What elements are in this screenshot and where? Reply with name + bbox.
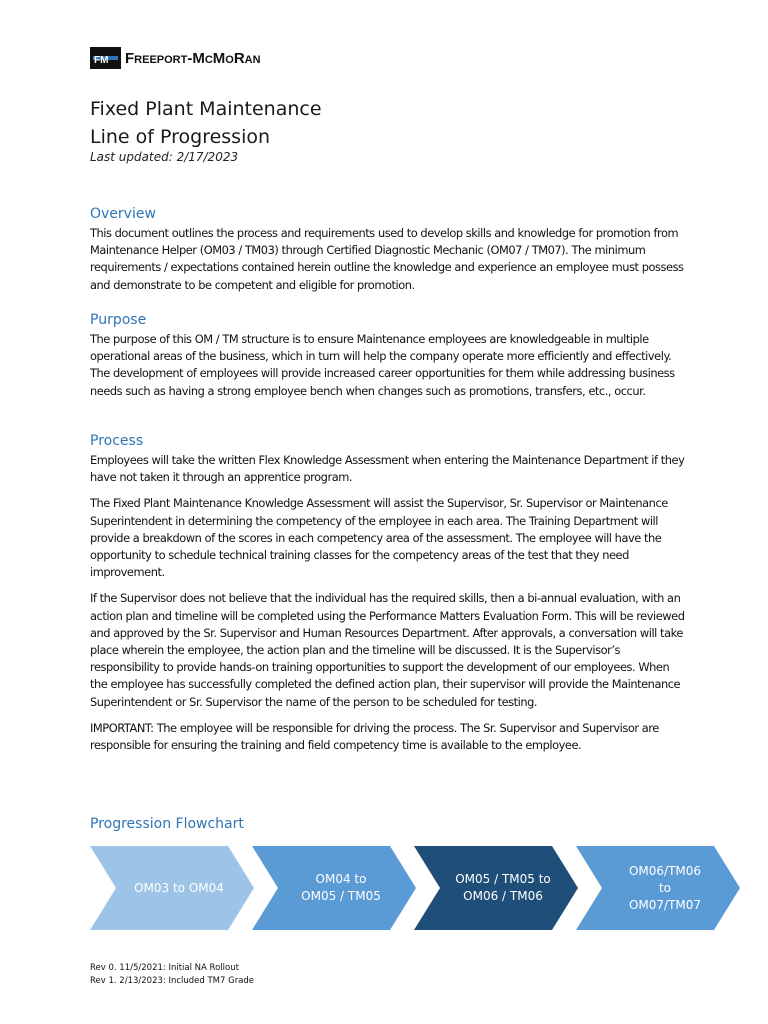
svg-text:FM: FM (94, 55, 109, 66)
progression-flowchart (90, 846, 742, 930)
logo-wordmark: Freeport-McMoRan (125, 49, 261, 67)
purpose-text: The purpose of this OM / TM structure is to ensure Maintenance employees are knowledgeable in multiple operational areas of the business, which in turn will help the company operate more efficiently and effectively. The development of employees will provide increased career opportunities for them while addressing business needs such as having a strong employee bench when changes such as promotions, transfers, etc., occur. (90, 332, 675, 398)
flowchart-step-label: OM04 to OM05 / TM05 (301, 872, 381, 903)
revision-0: Rev 0. 11/5/2021: Initial NA Rollout (90, 963, 239, 973)
flowchart-section (90, 815, 686, 835)
process-section (90, 432, 686, 754)
overview-section (90, 205, 686, 294)
overview-heading: Overview (90, 206, 156, 222)
process-paragraph: The Fixed Plant Maintenance Knowledge Assessment will assist the Supervisor, Sr. Supervisor or Maintenance Superintendent in determining the competency of the employee in each area. The Training Department will provide a breakdown of the scores in each competency area of the assessment. The employee will have the opportunity to schedule technical training classes for the competency areas of the test that they need improvement. (90, 496, 668, 580)
document-title (90, 95, 322, 151)
flowchart-step-label: OM05 / TM05 to OM06 / TM06 (455, 872, 551, 903)
process-paragraph: IMPORTANT: The employee will be responsible for driving the process. The Sr. Supervisor and Supervisor are responsible for ensuring the training and field competency time is available to the employee. (90, 720, 659, 753)
flowchart-step-label: OM06/TM06 to OM07/TM07 (628, 863, 702, 912)
last-updated: Last updated: 2/17/2023 (90, 150, 239, 164)
flowchart-heading: Progression Flowchart (90, 816, 244, 832)
flowchart-step-label: OM03 to OM04 (134, 880, 224, 895)
purpose-heading: Purpose (90, 312, 147, 328)
process-heading: Process (90, 433, 144, 449)
overview-text: This document outlines the process and requirements used to develop skills and knowledge for promotion from Maintenance Helper (OM03 / TM03) through Certified Diagnostic Mechanic (OM07 / TM07). The minimum requirements / expectations contained herein outline the knowledge and experience an employee must possess and demonstrate to be competent and eligible for promotion. (90, 226, 684, 292)
process-paragraph: Employees will take the written Flex Knowledge Assessment when entering the Maintenance Department if they have not taken it through an apprentice program. (90, 453, 685, 485)
purpose-section (90, 311, 686, 400)
revision-history (90, 962, 254, 988)
title-line-2: Line of Progression (90, 126, 271, 148)
process-paragraph: If the Supervisor does not believe that the individual has the required skills, then a bi-annual evaluation, with an action plan and timeline will be completed using the Performance Matters Evaluation Form. This will be reviewed and approved by the Sr. Supervisor and Human Resources Department. After approvals, a conversation will take place wherein the employee, the action plan and the timeline will be discussed. It is the Supervisor’s responsibility to provide hands-on training opportunities to support the development of our employees. When the employee has successfully completed the defined action plan, their supervisor will provide the Maintenance Superintendent or Sr. Supervisor the name of the person to be scheduled for testing. (90, 591, 685, 709)
revision-1: Rev 1. 2/13/2023: Included TM7 Grade (90, 976, 255, 986)
freeport-mcmoran-logo-icon (90, 47, 121, 69)
title-line-1: Fixed Plant Maintenance (90, 98, 322, 120)
company-logo (90, 47, 261, 69)
